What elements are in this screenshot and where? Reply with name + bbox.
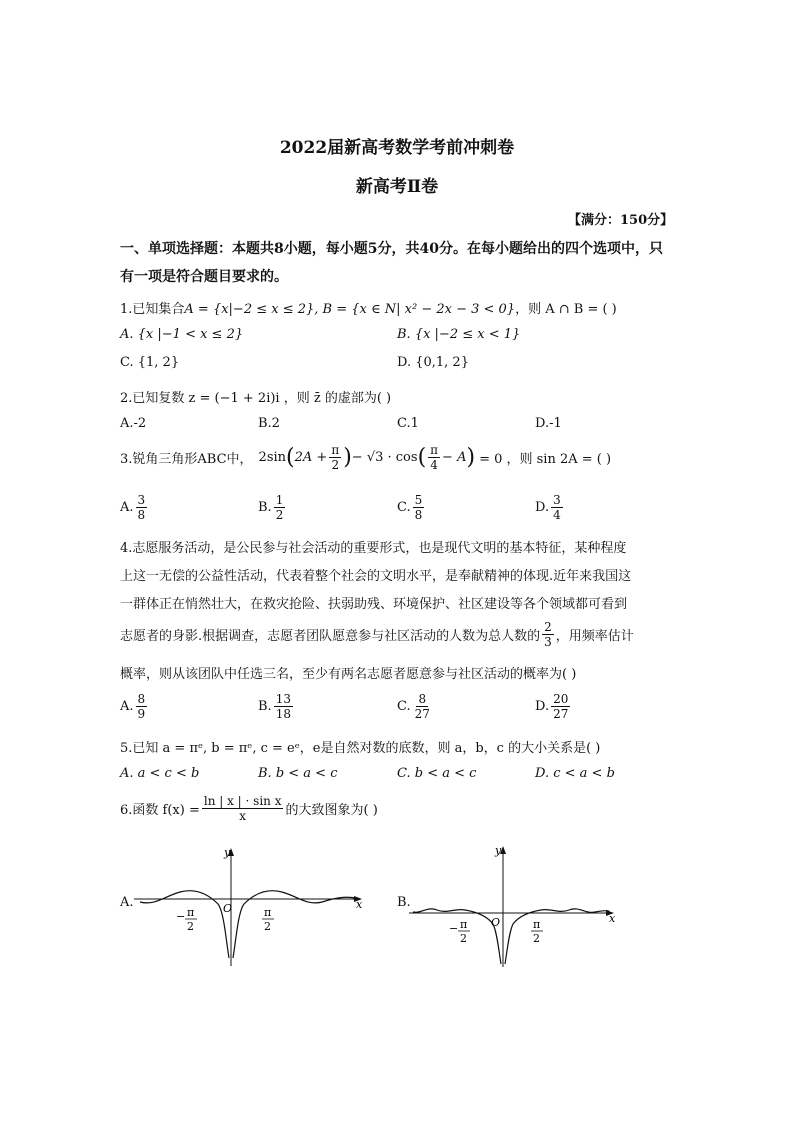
q6-num: ln | x | · sin x [203, 794, 282, 808]
graph-b-curve-right [505, 909, 609, 964]
q3-paren-close-2: ) [466, 445, 476, 470]
q3-prefix: 3.锐角三角形ABC中， [120, 452, 253, 467]
q3-option-a [120, 493, 149, 522]
graph-a-neg-pi: π [187, 906, 195, 919]
question-6-stem [120, 794, 378, 823]
q4-d-label: D. [535, 699, 550, 714]
q2-option-c: C.1 [397, 416, 419, 431]
q3-2a: 2A + [294, 450, 328, 465]
graph-b-origin: O [491, 916, 501, 929]
q3-pi-2: π [430, 443, 439, 457]
q6-prefix: 6.函数 f(x) = [120, 803, 200, 818]
q3-b-label: B. [258, 500, 272, 515]
q4-c-label: C. [397, 699, 411, 714]
graph-b-neg-sign: − [449, 922, 459, 935]
graph-a-curve-left [140, 891, 229, 958]
q4-a-num: 8 [137, 692, 146, 706]
graph-a-neg-two: 2 [187, 920, 194, 933]
question-5-stem: 5.已知 a = πᵉ, b = πᵉ, c = eᵉ，e是自然对数的底数，则 a，b，c 的大小关系是( ) [120, 741, 601, 756]
q3-d-label: D. [535, 500, 550, 515]
q6-den: x [239, 809, 247, 823]
q4-line-2: 上这一无偿的公益性活动，代表着整个社会的文明水平，是奉献精神的体现.近年来我国这 [120, 569, 632, 584]
q3-a-num: 3 [137, 493, 146, 507]
q3-b-num: 1 [275, 493, 284, 507]
q6-fraction [202, 794, 284, 823]
section-heading: 一、单项选择题：本题共8小题，每小题5分，共40分。在每小题给出的四个选项中，只 [120, 241, 663, 257]
q4-b-label: B. [258, 699, 272, 714]
graph-b [405, 840, 620, 970]
q3-pi: π [331, 443, 340, 457]
q4-b-den: 18 [275, 707, 291, 721]
q4-frac-den: 3 [544, 635, 552, 649]
q1-suffix: ，则 A ∩ B = ( ) [515, 302, 617, 317]
graph-b-neg-two: 2 [460, 932, 467, 945]
q4-line-4a: 志愿者的身影.根据调查，志愿者团队愿意参与社区活动的人数为总人数的 [120, 629, 541, 644]
graph-b-curve-left [413, 909, 501, 964]
q4-option-c [397, 692, 434, 721]
q5-option-c: C. b < a < c [397, 766, 477, 781]
q4-d-num: 20 [553, 692, 569, 706]
q3-minus-a: − A [442, 450, 467, 465]
q3-c-label: C. [397, 500, 411, 515]
q3-pi-over-2 [329, 443, 341, 472]
q3-d-num: 3 [553, 493, 561, 507]
q4-fraction [542, 620, 554, 649]
q4-c-num: 8 [418, 692, 427, 706]
q1-option-c: C. {1, 2} [120, 355, 180, 370]
q3-option-b [258, 493, 287, 522]
q3-option-c [397, 493, 426, 522]
q5-option-b: B. b < a < c [258, 766, 338, 781]
graph-b-pos-pi: π [533, 918, 541, 931]
page-subtitle: 新高考Ⅱ卷 [355, 177, 439, 197]
q3-paren-close: ) [343, 445, 352, 470]
q1-option-b: B. {x |−2 ≤ x < 1} [397, 327, 521, 342]
q1-option-a: A. {x |−1 < x ≤ 2} [120, 327, 244, 342]
section-heading-cont: 有一项是符合题目要求的。 [120, 269, 288, 285]
score-label: 【满分：150分】 [568, 213, 674, 228]
q4-line-1: 4.志愿服务活动，是公民参与社会活动的重要形式，也是现代文明的基本特征，某种程度 [120, 541, 627, 556]
q3-option-d [535, 493, 565, 522]
q1-prefix: 1.已知集合 [120, 302, 185, 317]
q4-a-den: 9 [137, 707, 146, 721]
q6-suffix: 的大致图象为( ) [285, 803, 378, 818]
q4-c-den: 27 [414, 707, 430, 721]
q3-d-den: 4 [553, 508, 561, 522]
page-title: 2022届新高考数学考前冲刺卷 [279, 138, 515, 158]
q1-option-d: D. {0,1, 2} [397, 355, 469, 370]
q2-option-b: B.2 [258, 416, 280, 431]
q2-option-a: A.-2 [120, 416, 147, 431]
graph-a-curve-right [233, 891, 356, 958]
q4-line-4 [120, 620, 634, 649]
graph-a [130, 840, 370, 970]
q3-a-label: A. [120, 500, 134, 515]
q4-line-3: 一群体正在悄然壮大，在救灾抢险、扶弱助残、环境保护、社区建设等各个领域都可看到 [120, 597, 628, 612]
question-3-stem [120, 443, 611, 472]
graph-a-neg-sign: − [176, 910, 186, 923]
q1-sets: A = {x|−2 ≤ x ≤ 2}, B = {x ∈ N| x² − 2x − 3 < 0} [184, 302, 516, 317]
graph-a-pos-two: 2 [264, 920, 271, 933]
graph-b-y-label: y [495, 844, 502, 857]
q4-a-label: A. [120, 699, 134, 714]
q3-pi-over-4 [428, 443, 440, 472]
graph-a-label: A. [120, 895, 134, 910]
q4-option-b [258, 692, 295, 721]
q4-frac-num: 2 [544, 620, 552, 634]
graph-b-neg-pi: π [460, 918, 468, 931]
q3-sin: 2sin [258, 450, 287, 465]
q5-option-a: A. a < c < b [120, 766, 200, 781]
q3-paren-open: ( [286, 445, 295, 470]
question-2-stem: 2.已知复数 z = (−1 + 2i)i ，则 z̄ 的虚部为( ) [120, 391, 392, 406]
graph-b-pos-two: 2 [533, 932, 540, 945]
q3-c-num: 5 [414, 493, 423, 507]
question-1-stem [120, 298, 617, 317]
q3-cos: − √3 · cos [351, 450, 418, 465]
q3-b-den: 2 [275, 508, 284, 522]
q4-option-a [120, 692, 149, 721]
graph-b-label: B. [397, 895, 411, 910]
q3-a-den: 8 [137, 508, 146, 522]
q3-paren-open-2: ( [417, 445, 427, 470]
graph-a-pos-pi: π [264, 906, 272, 919]
q3-c-den: 8 [414, 508, 423, 522]
q3-two: 2 [331, 458, 340, 472]
q4-option-d [535, 692, 572, 721]
q3-tail: = 0 ，则 sin 2A = ( ) [479, 452, 612, 467]
graph-b-x-label: x [609, 912, 616, 925]
graph-a-y-label: y [224, 846, 231, 859]
q4-line-5: 概率，则从该团队中任选三名，至少有两名志愿者愿意参与社区活动的概率为( ) [120, 667, 577, 682]
graph-a-origin: O [223, 902, 233, 915]
q4-d-den: 27 [553, 707, 569, 721]
q3-four: 4 [430, 458, 438, 472]
q4-line-4b: ，用频率估计 [555, 629, 634, 644]
graph-a-x-label: x [356, 898, 363, 911]
q5-option-d: D. c < a < b [535, 766, 615, 781]
q4-b-num: 13 [275, 692, 291, 706]
q2-option-d: D.-1 [535, 416, 562, 431]
